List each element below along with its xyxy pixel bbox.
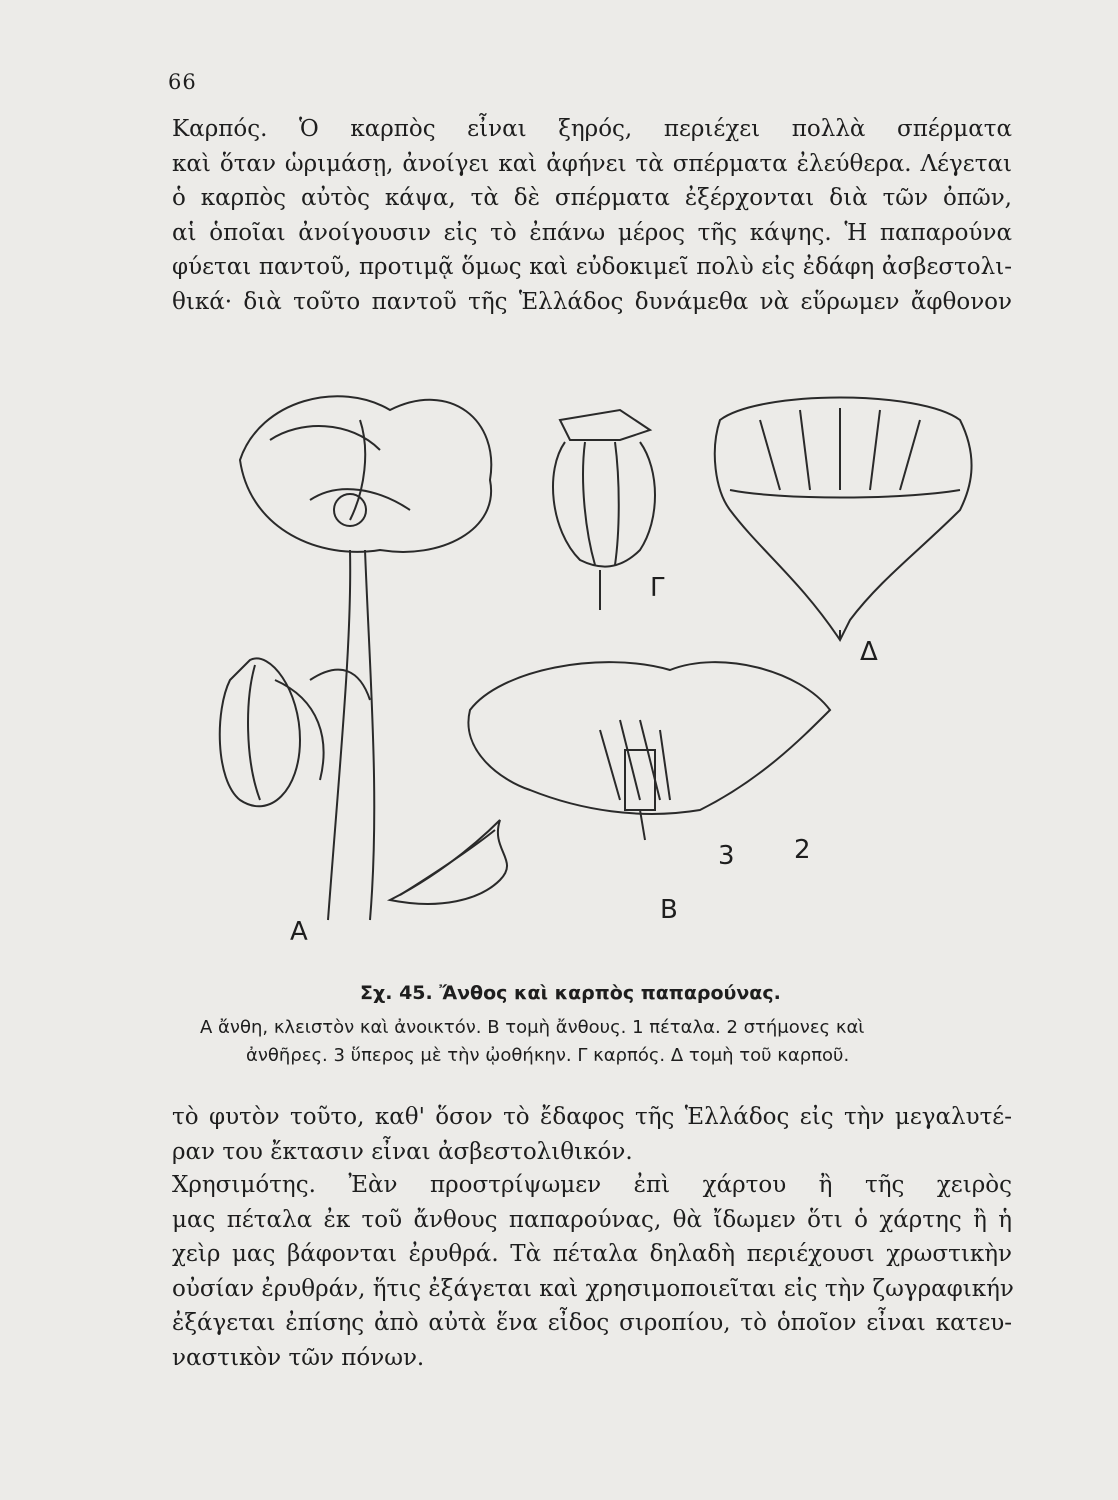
capsule-section-drawing bbox=[715, 398, 972, 641]
page-number: 66 bbox=[168, 70, 197, 94]
figure-caption bbox=[200, 1014, 980, 1070]
text-line: θικά· διὰ τοῦτο παντοῦ τῆς Ἑλλάδος δυνάμεθα νὰ εὕρωμεν ἄφθονον bbox=[172, 288, 1012, 315]
text-line: χεὶρ μας βάφονται ἐρυθρά. Τὰ πέταλα δηλαδὴ περιέχουσι χρωστικὴν bbox=[172, 1241, 1012, 1267]
flower-section-drawing bbox=[468, 662, 830, 840]
figure-caption-title: Σχ. 45. Ἄνθος καὶ καρπὸς παπαρούνας. bbox=[360, 982, 781, 1004]
text-line: μας πέταλα ἐκ τοῦ ἄνθους παπαρούνας, θὰ ἴδωμεν ὅτι ὁ χάρτης ἢ ἡ bbox=[172, 1206, 1012, 1233]
paragraph-usefulness bbox=[172, 1168, 1012, 1375]
text-line: αἱ ὁποῖαι ἀνοίγουσιν εἰς τὸ ἐπάνω μέρος τῆς κάψης. Ἡ παπαρούνα bbox=[172, 219, 1012, 246]
label-D: Δ bbox=[860, 637, 878, 667]
paragraph-soil bbox=[172, 1100, 1012, 1169]
label-2: 2 bbox=[794, 835, 811, 865]
capsule-drawing bbox=[553, 410, 655, 610]
label-G: Γ bbox=[650, 573, 665, 603]
label-3: 3 bbox=[718, 841, 735, 871]
text-line: φύεται παντοῦ, προτιμᾷ ὅμως καὶ εὐδοκιμεῖ πολὺ εἰς ἐδάφη ἀσβεστολι- bbox=[172, 254, 1012, 280]
text-line: οὐσίαν ἐρυθράν, ἥτις ἐξάγεται καὶ χρησιμοποιεῖται εἰς τὴν ζωγραφικήν bbox=[172, 1275, 1014, 1302]
paragraph-karpos bbox=[172, 112, 1012, 319]
poppy-illustration bbox=[200, 380, 980, 960]
label-A: Α bbox=[290, 917, 308, 947]
text-line: καὶ ὅταν ὡριμάσῃ, ἀνοίγει καὶ ἀφήνει τὰ σπέρματα ἐλεύθερα. Λέγεται bbox=[172, 150, 1012, 177]
text-line: τὸ φυτὸν τοῦτο, καθ' ὅσον τὸ ἔδαφος τῆς Ἑλλάδος εἰς τὴν μεγαλυτέ- bbox=[172, 1104, 1012, 1130]
text-line: ὁ καρπὸς αὐτὸς κάψα, τὰ δὲ σπέρματα ἐξέρχονται διὰ τῶν ὀπῶν, bbox=[172, 185, 1012, 211]
poppy-figure bbox=[200, 380, 980, 960]
leaf-drawing bbox=[390, 820, 507, 904]
caption-line: Α ἄνθη, κλειστὸν καὶ ἀνοικτόν. Β τομὴ ἄνθους. 1 πέταλα. 2 στήμονες καὶ bbox=[200, 1017, 865, 1038]
text-line: ραν του ἔκτασιν εἶναι ἀσβεστολιθικόν. bbox=[172, 1138, 633, 1165]
text-line: ναστικὸν τῶν πόνων. bbox=[172, 1344, 425, 1371]
caption-line: ἀνθῆρες. 3 ὕπερος μὲ τὴν ᾠοθήκην. Γ καρπός. Δ τομὴ τοῦ καρποῦ. bbox=[246, 1045, 850, 1066]
text-line: Χρησιμότης. Ἐὰν προστρίψωμεν ἐπὶ χάρτου ἢ τῆς χειρὸς bbox=[172, 1172, 1012, 1198]
closed-bud-drawing bbox=[220, 658, 324, 806]
text-line: ἐξάγεται ἐπίσης ἀπὸ αὐτὰ ἕνα εἶδος σιροπίου, τὸ ὁποῖον εἶναι κατευ- bbox=[172, 1310, 1012, 1336]
open-flower-drawing bbox=[240, 396, 491, 920]
label-B: Β bbox=[660, 895, 678, 925]
text-line: Καρπός. Ὁ καρπὸς εἶναι ξηρός, περιέχει πολλὰ σπέρματα bbox=[172, 116, 1012, 142]
